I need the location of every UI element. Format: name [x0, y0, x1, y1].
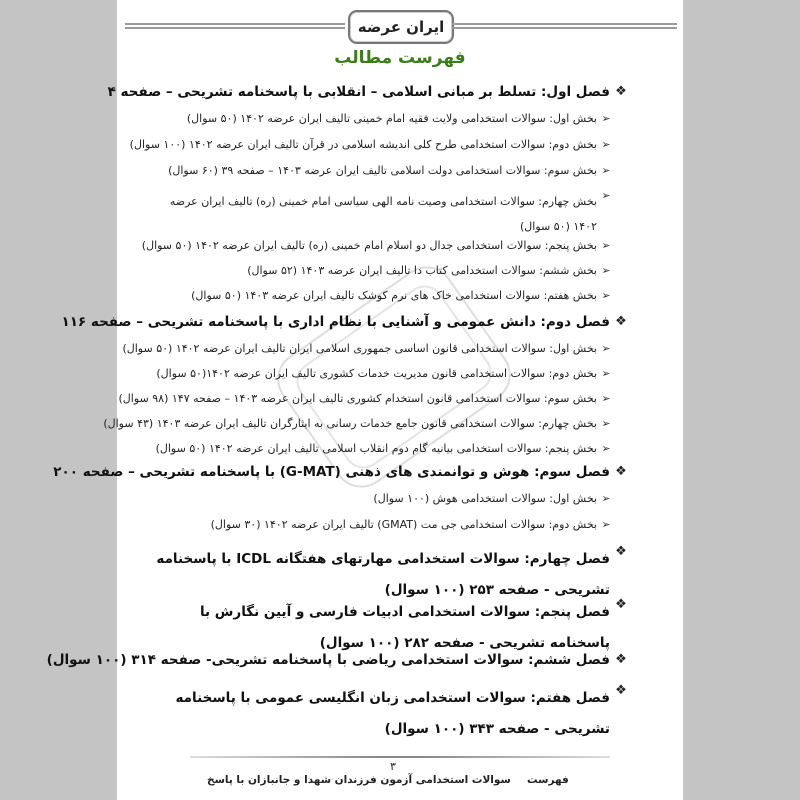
toc-title: فهرست مطالب	[334, 48, 466, 68]
toc-section[interactable]	[142, 239, 615, 252]
toc-chapter[interactable]	[150, 683, 632, 745]
arrow-bullet-icon: ➢	[601, 367, 611, 380]
toc-section[interactable]	[156, 442, 615, 455]
toc-chapter[interactable]	[53, 464, 632, 480]
arrow-bullet-icon: ➢	[601, 518, 611, 531]
diamond-bullet-icon: ❖	[615, 314, 627, 329]
toc-entry-text: بخش اول: سوالات استخدامی هوش (۱۰۰ سوال)	[373, 492, 597, 505]
toc-entry-text: فصل سوم: هوش و توانمندی های ذهنی (G-MAT) با پاسخنامه تشریحی – صفحه ۲۰۰	[53, 464, 610, 480]
toc-section[interactable]	[247, 264, 615, 277]
footer-rule	[190, 756, 610, 758]
toc-entry-text: بخش ششم: سوالات استخدامی کتاب دا تالیف ایران عرضه ۱۴۰۳ (۵۲ سوال)	[247, 264, 597, 277]
toc-section[interactable]	[157, 189, 615, 239]
toc-section[interactable]	[119, 392, 615, 405]
arrow-bullet-icon: ➢	[601, 442, 611, 455]
table-of-contents	[46, 0, 683, 740]
toc-entry-text: بخش هفتم: سوالات استخدامی خاک های نرم کوشک تالیف ایران عرضه ۱۴۰۳ (۵۰ سوال)	[191, 289, 597, 302]
toc-entry-text: بخش سوم: سوالات استخدامی قانون استخدام کشوری تالیف ایران عرضه ۱۴۰۳ – صفحه ۱۴۷ (۹۸ سوال)	[118, 392, 597, 405]
toc-section[interactable]	[130, 138, 615, 151]
diamond-bullet-icon: ❖	[615, 652, 627, 667]
toc-section[interactable]	[168, 164, 615, 177]
toc-entry-text: فصل اول: تسلط بر مبانی اسلامی – انقلابی با پاسخنامه تشریحی – صفحه ۴	[107, 84, 610, 100]
toc-section[interactable]	[122, 342, 615, 355]
arrow-bullet-icon: ➢	[601, 189, 611, 202]
document-page	[46, 0, 683, 800]
toc-section[interactable]	[191, 289, 615, 302]
toc-entry-text: بخش اول: سوالات استخدامی قانون اساسی جمهوری اسلامی ایران تالیف ایران عرضه ۱۴۰۲ (۵۰ سوال)	[122, 342, 597, 355]
toc-entry-text: فصل دوم: دانش عمومی و آشنایی با نظام اداری با پاسخنامه تشریحی – صفحه ۱۱۶	[61, 314, 610, 330]
diamond-bullet-icon: ❖	[615, 464, 627, 479]
arrow-bullet-icon: ➢	[601, 164, 611, 177]
diamond-bullet-icon: ❖	[615, 84, 627, 99]
arrow-bullet-icon: ➢	[601, 342, 611, 355]
arrow-bullet-icon: ➢	[601, 239, 611, 252]
arrow-bullet-icon: ➢	[601, 289, 611, 302]
toc-section[interactable]	[103, 417, 615, 430]
toc-entry-text: بخش سوم: سوالات استخدامی دولت اسلامی تالیف ایران عرضه ۱۴۰۳ – صفحه ۳۹ (۶۰ سوال)	[168, 164, 597, 177]
toc-entry-text: فصل ششم: سوالات استخدامی ریاضی با پاسخنامه تشریحی- صفحه ۳۱۴ (۱۰۰ سوال)	[46, 652, 610, 668]
footer-book-title: سوالات استخدامی آزمون فرزندان شهدا و جانبازان با پاسخ	[207, 774, 511, 786]
arrow-bullet-icon: ➢	[601, 392, 611, 405]
diamond-bullet-icon: ❖	[615, 544, 627, 559]
diamond-bullet-icon: ❖	[615, 683, 627, 698]
toc-entry-text: بخش چهارم: سوالات استخدامی وصیت نامه الهی سیاسی امام خمینی (ره) تالیف ایران عرضه ۱۴۰۲ (۵۰ سوال)	[169, 195, 597, 233]
toc-entry-text: فصل پنجم: سوالات استخدامی ادبیات فارسی و آیین نگارش با پاسخنامه تشریحی - صفحه ۲۸۲ (۱۰۰ سوال)	[199, 604, 610, 651]
toc-chapter[interactable]	[47, 652, 632, 668]
toc-entry-text: بخش دوم: سوالات استخدامی قانون مدیریت خدمات کشوری تالیف ایران عرضه ۱۴۰۲(۵۰ سوال)	[156, 367, 597, 380]
toc-entry-text: فصل هفتم: سوالات استخدامی زبان انگلیسی عمومی با پاسخنامه تشریحی - صفحه ۳۴۳ (۱۰۰ سوال)	[175, 690, 610, 737]
toc-section[interactable]	[187, 112, 615, 125]
toc-chapter[interactable]	[150, 597, 632, 659]
toc-entry-text: بخش چهارم: سوالات استخدامی قانون جامع خدمات رسانی به ایثارگران تالیف ایران عرضه ۱۴۰۳ (۴۳ سوال)	[103, 417, 597, 430]
arrow-bullet-icon: ➢	[601, 492, 611, 505]
toc-section[interactable]	[373, 492, 615, 505]
toc-section[interactable]	[211, 518, 615, 531]
diamond-bullet-icon: ❖	[615, 597, 627, 612]
arrow-bullet-icon: ➢	[601, 112, 611, 125]
toc-entry-text: فصل چهارم: سوالات استخدامی مهارتهای هفتگانه ICDL با پاسخنامه تشریحی - صفحه ۲۵۳ (۱۰۰ سوال)	[156, 551, 610, 598]
toc-entry-text: بخش دوم: سوالات استخدامی جی مت (GMAT) تالیف ایران عرضه ۱۴۰۲ (۳۰ سوال)	[210, 518, 597, 531]
toc-entry-text: بخش دوم: سوالات استخدامی طرح کلی اندیشه اسلامی در قرآن تالیف ایران عرضه ۱۴۰۲ (۱۰۰ سوال)	[129, 138, 597, 151]
logo-text: ایران عرضه	[357, 18, 445, 36]
arrow-bullet-icon: ➢	[601, 417, 611, 430]
footer-section-name: فهرست	[527, 774, 569, 786]
page-number: ۳	[390, 760, 396, 773]
toc-entry-text: بخش اول: سوالات استخدامی ولایت فقیه امام خمینی تالیف ایران عرضه ۱۴۰۲ (۵۰ سوال)	[186, 112, 597, 125]
toc-chapter[interactable]	[108, 84, 632, 100]
arrow-bullet-icon: ➢	[601, 264, 611, 277]
toc-chapter[interactable]	[61, 314, 632, 330]
toc-entry-text: بخش پنجم: سوالات استخدامی بیانیه گام دوم انقلاب اسلامی تالیف ایران عرضه ۱۴۰۲ (۵۰ سوال)	[155, 442, 597, 455]
arrow-bullet-icon: ➢	[601, 138, 611, 151]
toc-entry-text: بخش پنجم: سوالات استخدامی جدال دو اسلام امام خمینی (ره) تالیف ایران عرضه ۱۴۰۲ (۵۰ سوال)	[141, 239, 597, 252]
toc-section[interactable]	[156, 367, 615, 380]
